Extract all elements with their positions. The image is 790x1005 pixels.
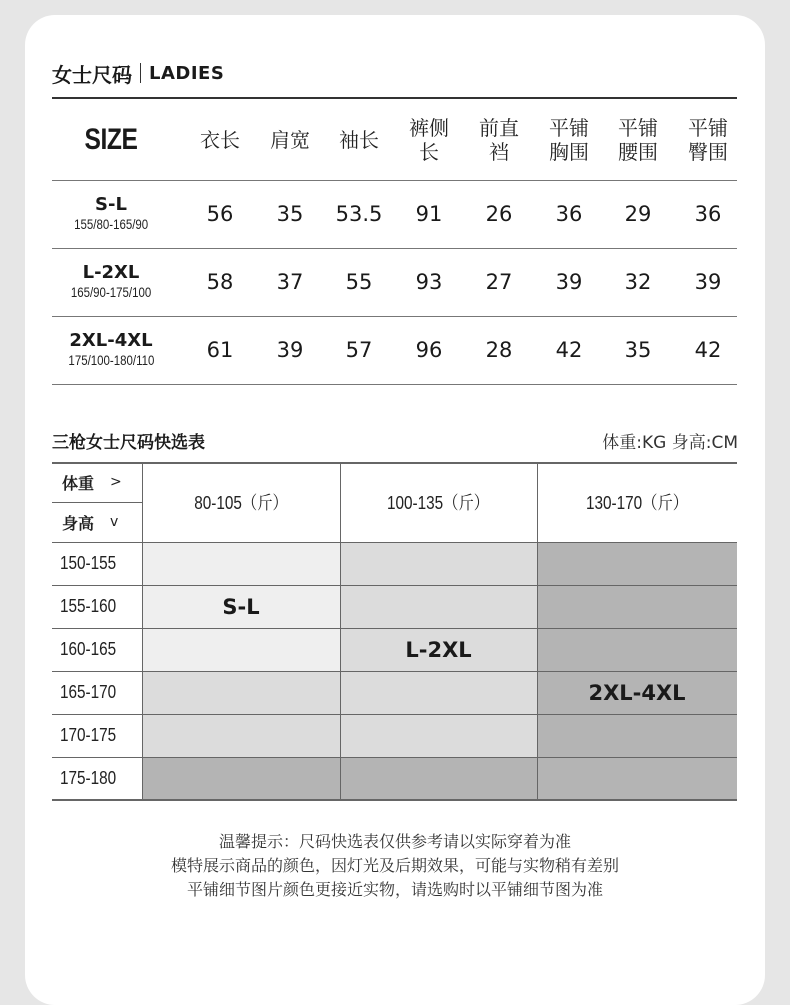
grid-line xyxy=(52,628,737,629)
grid-fill xyxy=(142,757,340,800)
quick-select-unit: 体重:KG 身高:CM xyxy=(602,433,738,453)
row-size-range: 175/100-180/110 xyxy=(68,352,154,368)
grid-line xyxy=(142,462,143,800)
size-value: 28 xyxy=(485,338,513,362)
size-header: SIZE xyxy=(84,123,138,156)
grid-fill xyxy=(537,628,737,671)
column-header: 平铺 腰围 xyxy=(618,116,658,164)
size-row-label xyxy=(52,316,170,384)
column-header: 前直 裆 xyxy=(479,116,519,164)
grid-fill xyxy=(537,585,737,628)
recommended-size-label: 2XL-4XL xyxy=(588,680,686,705)
quick-select-grid xyxy=(52,462,737,804)
size-value: 29 xyxy=(624,202,652,226)
grid-line xyxy=(52,542,737,543)
grid-fill xyxy=(537,757,737,800)
size-value: 58 xyxy=(206,270,234,294)
size-value: 37 xyxy=(276,270,304,294)
grid-line xyxy=(52,502,142,503)
size-value: 42 xyxy=(694,338,722,362)
height-range: 160-165 xyxy=(60,639,117,659)
size-value: 35 xyxy=(276,202,304,226)
recommended-size-label: L-2XL xyxy=(405,637,472,662)
chevron-right-icon: > xyxy=(110,474,122,490)
grid-fill xyxy=(142,628,340,671)
height-range: 155-160 xyxy=(60,596,117,616)
grid-fill xyxy=(537,714,737,757)
table-top-rule xyxy=(52,97,737,99)
grid-line xyxy=(52,585,737,586)
grid-fill xyxy=(142,542,340,585)
column-header: 袖长 xyxy=(339,128,379,152)
size-value: 91 xyxy=(415,202,443,226)
size-value: 36 xyxy=(694,202,722,226)
height-row-label xyxy=(52,671,142,714)
column-header: 裤侧 长 xyxy=(409,116,449,164)
column-header: 平铺 臀围 xyxy=(688,116,728,164)
size-row-label xyxy=(52,248,170,316)
height-row-label xyxy=(52,714,142,757)
grid-fill xyxy=(142,714,340,757)
height-range: 170-175 xyxy=(60,725,117,745)
grid-fill xyxy=(340,585,537,628)
axis-weight-label: 体重 xyxy=(62,473,95,493)
size-value: 39 xyxy=(276,338,304,362)
grid-line xyxy=(52,671,737,672)
weight-range: 80-105（斤） xyxy=(194,493,288,513)
axis-weight xyxy=(52,462,142,502)
grid-fill xyxy=(340,542,537,585)
height-range: 165-170 xyxy=(60,682,117,702)
height-row-label xyxy=(52,585,142,628)
height-row-label xyxy=(52,628,142,671)
grid-fill xyxy=(537,542,737,585)
size-value: 39 xyxy=(694,270,722,294)
grid-line xyxy=(52,799,737,801)
weight-column-header xyxy=(142,462,340,542)
tip-line: 模特展示商品的颜色，因灯光及后期效果，可能与实物稍有差别 xyxy=(170,856,619,875)
size-value: 96 xyxy=(415,338,443,362)
row-size-name: L-2XL xyxy=(82,262,140,283)
title-separator xyxy=(140,63,141,83)
row-size-range: 155/80-165/90 xyxy=(73,216,149,232)
tips xyxy=(0,830,790,902)
axis-height xyxy=(52,502,142,542)
title-cn: 女士尺码 xyxy=(52,62,132,87)
column-header: 衣长 xyxy=(200,128,240,152)
grid-fill xyxy=(142,671,340,714)
tip-line: 平铺细节图片颜色更接近实物，请选购时以平铺细节图为准 xyxy=(186,880,603,899)
size-value: 35 xyxy=(624,338,652,362)
size-value: 42 xyxy=(555,338,583,362)
size-value: 56 xyxy=(206,202,234,226)
chevron-down-icon: v xyxy=(110,514,119,530)
size-value: 27 xyxy=(485,270,513,294)
recommended-size-label: S-L xyxy=(222,594,260,619)
axis-height-label: 身高 xyxy=(62,513,95,533)
quick-select-title: 三枪女士尺码快选表 xyxy=(52,433,205,453)
title-en: LADIES xyxy=(149,62,225,84)
grid-line xyxy=(52,757,737,758)
column-header: 平铺 胸围 xyxy=(549,116,589,164)
size-value: 26 xyxy=(485,202,513,226)
grid-line xyxy=(340,462,341,800)
weight-range: 100-135（斤） xyxy=(387,493,490,513)
column-header: 肩宽 xyxy=(270,128,310,152)
grid-line xyxy=(537,462,538,800)
grid-line xyxy=(52,714,737,715)
size-value: 32 xyxy=(624,270,652,294)
row-divider xyxy=(52,384,737,385)
weight-range: 130-170（斤） xyxy=(585,493,689,513)
grid-line xyxy=(52,462,737,464)
height-row-label xyxy=(52,757,142,800)
size-value: 57 xyxy=(345,338,373,362)
grid-fill xyxy=(340,757,537,800)
height-range: 175-180 xyxy=(60,768,117,788)
height-row-label xyxy=(52,542,142,585)
size-value: 36 xyxy=(555,202,583,226)
row-size-name: 2XL-4XL xyxy=(69,330,153,351)
grid-fill xyxy=(340,671,537,714)
size-row-label xyxy=(52,180,170,248)
height-range: 150-155 xyxy=(60,553,117,573)
weight-column-header xyxy=(340,462,537,542)
row-size-range: 165/90-175/100 xyxy=(70,284,152,300)
tip-line: 温馨提示：尺码快选表仅供参考请以实际穿着为准 xyxy=(218,832,571,851)
grid-fill xyxy=(340,714,537,757)
size-value: 55 xyxy=(345,270,373,294)
size-value: 93 xyxy=(415,270,443,294)
section-title xyxy=(52,58,224,88)
row-size-name: S-L xyxy=(95,194,127,215)
size-value: 53.5 xyxy=(335,202,383,226)
weight-column-header xyxy=(537,462,737,542)
size-value: 39 xyxy=(555,270,583,294)
size-value: 61 xyxy=(206,338,234,362)
